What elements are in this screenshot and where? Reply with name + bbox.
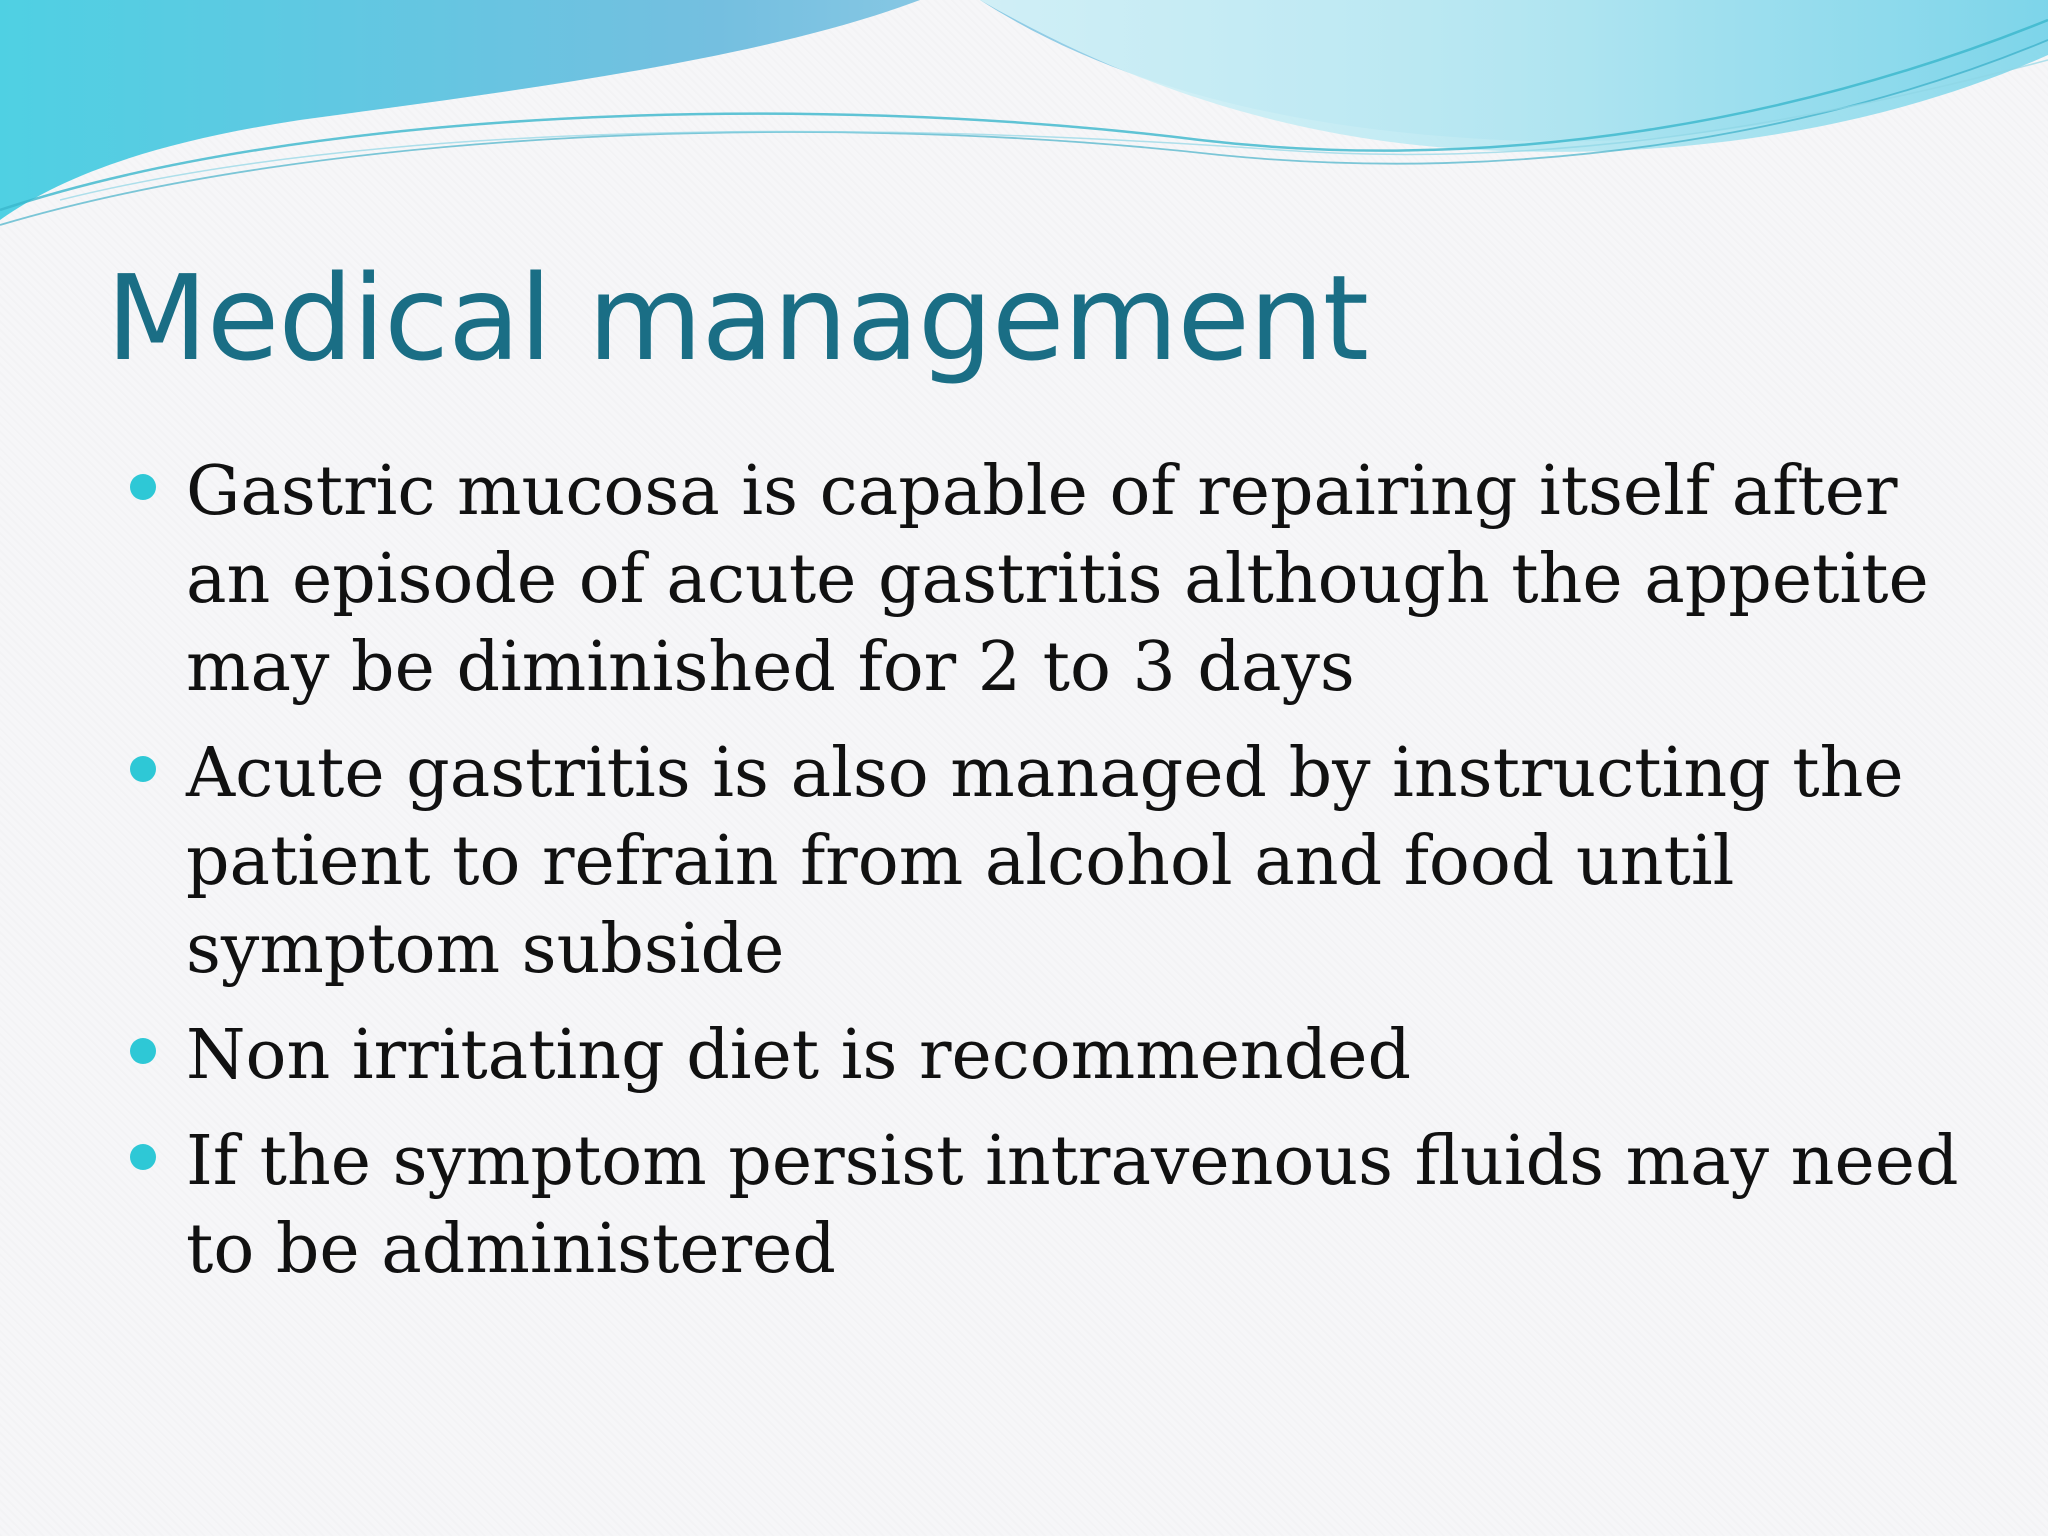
- bullet-dot-icon: [130, 474, 156, 500]
- bullet-text: Gastric mucosa is capable of repairing itself after an episode of acute gastritis although the appetite may be diminished for 2 to 3 days: [186, 452, 1929, 707]
- slide-title: Medical management: [106, 249, 1369, 387]
- bullet-item: [126, 1118, 1986, 1294]
- bullet-dot-icon: [130, 1038, 156, 1064]
- bullet-dot-icon: [130, 1144, 156, 1170]
- bullet-item: [126, 730, 1986, 994]
- bullet-text: Non irritating diet is recommended: [186, 1016, 1412, 1095]
- bullet-item: [126, 448, 1986, 712]
- bullet-item: [126, 1012, 1986, 1100]
- bullet-dot-icon: [130, 756, 156, 782]
- header-wave-decoration: [0, 0, 2048, 260]
- bullet-list: [126, 448, 1986, 1312]
- bullet-text: If the symptom persist intravenous fluids may need to be administered: [186, 1122, 1959, 1289]
- bullet-text: Acute gastritis is also managed by instructing the patient to refrain from alcohol and food until symptom subside: [186, 734, 1904, 989]
